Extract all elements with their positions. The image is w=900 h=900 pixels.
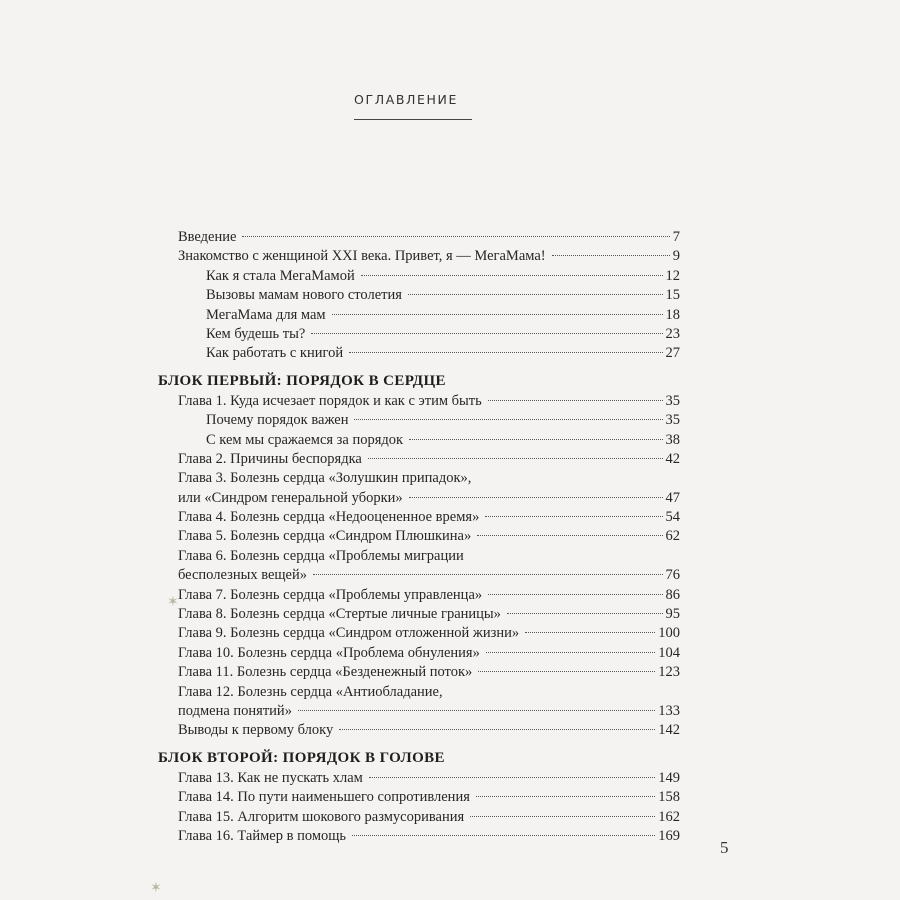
table-of-contents (158, 228, 680, 846)
dot-leader (311, 333, 662, 334)
dot-leader (369, 777, 655, 778)
toc-entry-label: МегаМама для мам (206, 306, 326, 323)
toc-entry-label: бесполезных вещей» (178, 567, 307, 584)
toc-entry-label-line1: Глава 12. Болезнь сердца «Антиобладание, (178, 683, 443, 700)
toc-entry-page: 15 (665, 287, 680, 304)
block-title-first: БЛОК ПЕРВЫЙ: ПОРЯДОК В СЕРДЦЕ (158, 372, 446, 389)
toc-entry (158, 605, 680, 624)
intro-section (158, 228, 680, 364)
toc-entry-row (206, 344, 680, 363)
toc-entry-label: Глава 8. Болезнь сердца «Стертые личные границы» (178, 606, 501, 623)
toc-entry-row (178, 827, 680, 846)
toc-entry-page: 38 (665, 431, 680, 448)
toc-entry-page: 9 (672, 248, 680, 265)
toc-entry-page: 100 (658, 625, 680, 642)
toc-entry-label: С кем мы сражаемся за порядок (206, 431, 404, 448)
dot-leader (488, 400, 663, 401)
toc-entry-page: 142 (658, 722, 680, 739)
toc-entry-page: 54 (665, 509, 680, 526)
toc-entry-label: Вызовы мамам нового столетия (206, 287, 402, 304)
block-second-entries (158, 769, 680, 847)
dot-leader (298, 710, 655, 711)
toc-entry-page: 62 (665, 528, 680, 545)
toc-entry-label: или «Синдром генеральной уборки» (178, 489, 403, 506)
star-mark-icon: ✶ (167, 594, 179, 610)
toc-entry-page: 149 (658, 769, 680, 786)
toc-entry-label: Как я стала МегаМамой (206, 267, 355, 284)
toc-entry-row (206, 411, 680, 430)
toc-entry (158, 392, 680, 411)
toc-entry (158, 721, 680, 740)
dot-leader (354, 419, 662, 420)
toc-entry-page: 169 (658, 827, 680, 844)
toc-entry-row (206, 431, 680, 450)
dot-leader (242, 236, 669, 237)
toc-entry-label: Выводы к первому блоку (178, 722, 334, 739)
toc-entry (158, 247, 680, 266)
toc-entry-row (178, 605, 680, 624)
toc-entry-page: 23 (665, 325, 680, 342)
toc-entry (158, 469, 680, 508)
toc-entry-row (178, 721, 680, 740)
toc-entry-page: 18 (665, 306, 680, 323)
toc-entry-label: Глава 11. Болезнь сердца «Безденежный поток» (178, 664, 473, 681)
toc-entry-page: 35 (665, 392, 680, 409)
dot-leader (552, 255, 670, 256)
dot-leader (332, 314, 663, 315)
block-title-second: БЛОК ВТОРОЙ: ПОРЯДОК В ГОЛОВЕ (158, 749, 445, 766)
toc-entry-row (178, 663, 680, 682)
dot-leader (409, 439, 662, 440)
toc-entry-label: Глава 9. Болезнь сердца «Синдром отложенной жизни» (178, 625, 520, 642)
toc-entry (158, 808, 680, 827)
dot-leader (361, 275, 663, 276)
toc-entry-page: 158 (658, 789, 680, 806)
toc-entry-row (178, 450, 680, 469)
toc-entry-page: 104 (658, 644, 680, 661)
dot-leader (368, 458, 663, 459)
dot-leader (408, 294, 663, 295)
toc-entry (158, 788, 680, 807)
toc-entry (158, 624, 680, 643)
toc-entry-row (178, 489, 680, 508)
toc-entry-page: 35 (665, 412, 680, 429)
toc-entry-label: Введение (178, 229, 237, 245)
toc-entry-label: Глава 16. Таймер в помощь (178, 827, 347, 844)
toc-entry-page: 27 (665, 345, 680, 362)
block-first-entries (158, 392, 680, 741)
toc-entry (158, 411, 680, 430)
toc-entry-row (178, 702, 680, 721)
toc-entry (158, 450, 680, 469)
toc-entry-page: 12 (665, 267, 680, 284)
toc-entry-row (178, 586, 680, 605)
toc-entry-page: 123 (658, 664, 680, 681)
dot-leader (470, 816, 655, 817)
toc-entry (158, 527, 680, 546)
toc-entry-page: 47 (665, 489, 680, 506)
toc-entry-label: Почему порядок важен (206, 412, 349, 429)
dot-leader (409, 497, 663, 498)
toc-entry (158, 431, 680, 450)
toc-entry-label: Глава 7. Болезнь сердца «Проблемы управленца» (178, 586, 483, 603)
toc-entry (158, 508, 680, 527)
toc-entry (158, 325, 680, 344)
toc-entry-page: 133 (658, 703, 680, 720)
dot-leader (486, 652, 655, 653)
toc-entry-label: подмена понятий» (178, 703, 292, 720)
dot-leader (313, 574, 663, 575)
toc-entry-page: 86 (665, 586, 680, 603)
toc-entry-label: Глава 15. Алгоритм шокового размусоривания (178, 808, 465, 825)
toc-entry (158, 306, 680, 325)
toc-entry-row (178, 624, 680, 643)
toc-entry-label: Глава 4. Болезнь сердца «Недооцененное время» (178, 509, 480, 526)
toc-entry-row (206, 286, 680, 305)
toc-entry-label: Глава 1. Куда исчезает порядок и как с этим быть (178, 392, 482, 409)
dot-leader (478, 671, 655, 672)
toc-entry-row (178, 566, 680, 585)
toc-entry (158, 344, 680, 363)
dot-leader (485, 516, 662, 517)
toc-entry-label: Кем будешь ты? (206, 325, 306, 342)
toc-entry-row (206, 267, 680, 286)
dot-leader (488, 594, 662, 595)
toc-entry (158, 644, 680, 663)
toc-entry-row (178, 769, 680, 788)
toc-entry-label: Глава 10. Болезнь сердца «Проблема обнуления» (178, 644, 480, 661)
toc-entry (158, 827, 680, 846)
toc-entry (158, 586, 680, 605)
star-mark-icon: ✶ (150, 880, 162, 896)
toc-entry-label-line1: Глава 3. Болезнь сердца «Золушкин припадок», (178, 470, 472, 487)
toc-entry-page: 76 (665, 567, 680, 584)
dot-leader (476, 796, 655, 797)
toc-entry-row (178, 508, 680, 527)
toc-entry (158, 286, 680, 305)
toc-entry-row (178, 644, 680, 663)
toc-entry-page: 7 (672, 229, 680, 245)
toc-entry-page: 162 (658, 808, 680, 825)
toc-entry-label: Как работать с книгой (206, 345, 344, 362)
toc-entry-label: Глава 2. Причины беспорядка (178, 450, 362, 467)
dot-leader (349, 352, 662, 353)
toc-entry (158, 267, 680, 286)
toc-entry-page: 42 (665, 450, 680, 467)
toc-entry-row (178, 788, 680, 807)
toc-heading: ОГЛАВЛЕНИЕ (354, 92, 458, 107)
toc-entry (158, 769, 680, 788)
toc-entry-label: Глава 13. Как не пускать хлам (178, 769, 363, 786)
toc-entry-row (178, 228, 680, 247)
toc-entry (158, 663, 680, 682)
toc-entry-label: Глава 14. По пути наименьшего сопротивления (178, 789, 470, 806)
dot-leader (507, 613, 663, 614)
toc-entry-row (178, 808, 680, 827)
dot-leader (339, 729, 655, 730)
toc-entry-row (178, 527, 680, 546)
dot-leader (477, 535, 662, 536)
toc-entry-label-line1: Глава 6. Болезнь сердца «Проблемы миграции (178, 547, 464, 564)
toc-entry-row (206, 325, 680, 344)
toc-entry-row (178, 247, 680, 266)
toc-entry (158, 683, 680, 722)
toc-entry (158, 547, 680, 586)
toc-entry-label: Глава 5. Болезнь сердца «Синдром Плюшкина» (178, 528, 472, 545)
page-number: 5 (720, 838, 729, 857)
toc-entry-row (206, 306, 680, 325)
toc-entry-row (178, 392, 680, 411)
heading-rule (354, 119, 472, 120)
toc-entry (158, 228, 680, 247)
toc-entry-page: 95 (665, 606, 680, 623)
dot-leader (352, 835, 655, 836)
dot-leader (525, 632, 655, 633)
toc-entry-label: Знакомство с женщиной XXI века. Привет, я — МегаМама! (178, 248, 546, 265)
